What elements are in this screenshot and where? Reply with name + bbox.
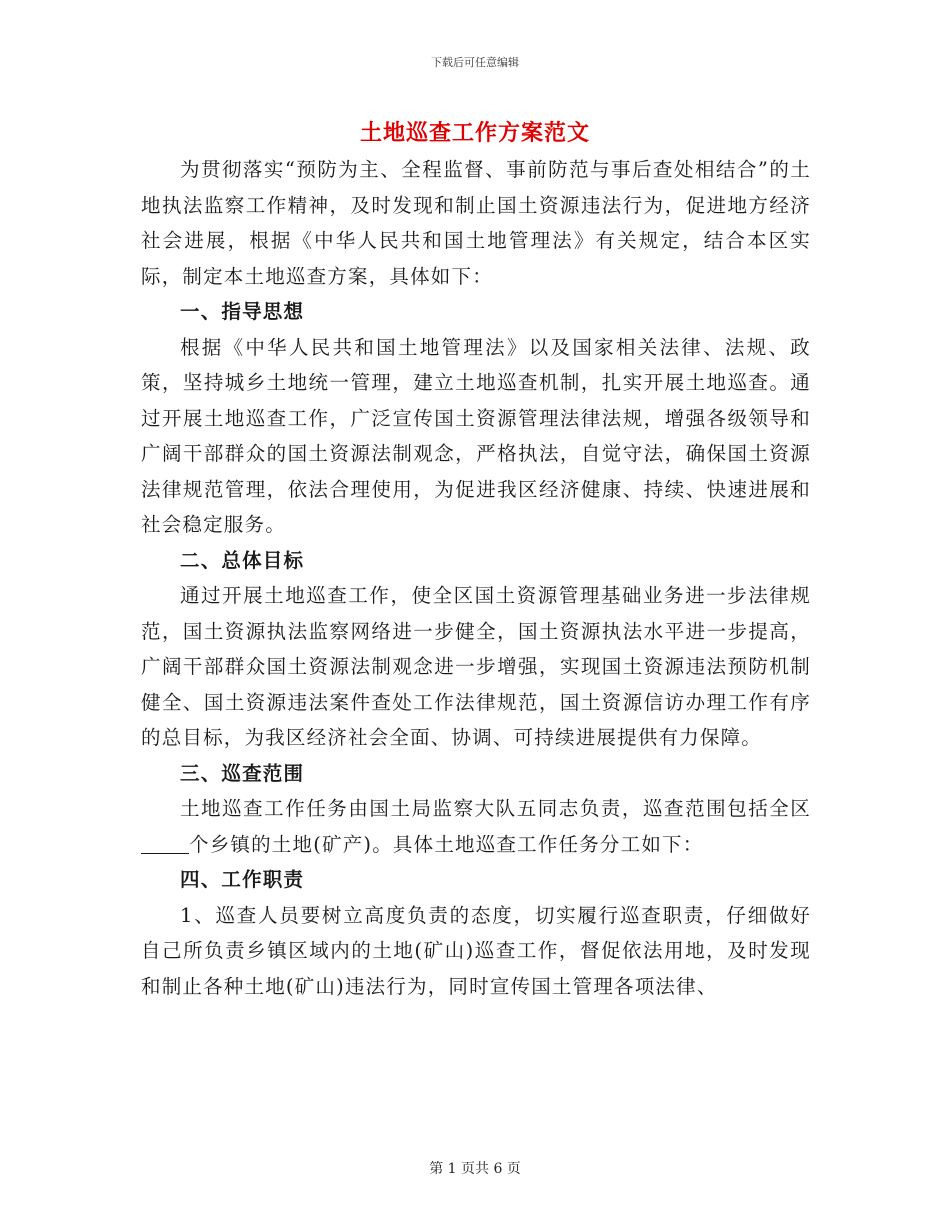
fill-in-blank: [141, 833, 189, 854]
section-paragraph-work-duties-item1: 1、巡查人员要树立高度负责的态度，切实履行巡查职责，仔细做好自己所负责乡镇区域内的土地(矿山)巡查工作，督促依法用地，及时发现和制止各种土地(矿山)违法行为，同时宣传国土管理各项法律、: [141, 903, 811, 998]
section-paragraph-guiding-thought: 根据《中华人民共和国土地管理法》以及国家相关法律、法规、政策，坚持城乡土地统一管理，建立土地巡查机制，扎实开展土地巡查。通过开展土地巡查工作，广泛宣传国土资源管理法律法规，增强各级领导和广阔干部群众的国土资源法制观念，严格执法，自觉守法，确保国土资源法律规范管理，依法合理使用，为促进我区经济健康、持续、快速进展和社会稳定服务。: [141, 335, 811, 536]
document-title: 土地巡查工作方案范文: [359, 120, 590, 146]
section-paragraph-inspection-scope: [141, 791, 811, 862]
section-heading-work-duties: 四、工作职责: [180, 868, 305, 891]
page-number-footer: 第 1 页共 6 页: [429, 1161, 521, 1177]
document-body: [141, 152, 811, 1004]
scope-text-after-blank: 个乡镇的土地(矿产)。具体土地巡查工作任务分工如下：: [189, 832, 704, 856]
page-header-note: 下载后可任意编辑: [431, 56, 519, 69]
intro-paragraph: 为贯彻落实“预防为主、全程监督、事前防范与事后查处相结合”的土地执法监察工作精神，及时发现和制止国土资源违法行为，促进地方经济社会进展，根据《中华人民共和国土地管理法》有关规定，结合本区实际，制定本土地巡查方案，具体如下：: [141, 158, 811, 288]
section-paragraph-overall-goal: 通过开展土地巡查工作，使全区国土资源管理基础业务进一步法律规范，国土资源执法监察网络进一步健全，国土资源执法水平进一步提高，广阔干部群众国土资源法制观念进一步增强，实现国土资源违法预防机制健全、国土资源违法案件查处工作法律规范，国土资源信访办理工作有序的总目标，为我区经济社会全面、协调、可持续进展提供有力保障。: [141, 584, 811, 749]
scope-text-before-blank: 土地巡查工作任务由国土局监察大队五同志负责，巡查范围包括全区: [180, 797, 811, 820]
section-heading-guiding-thought: 一、指导思想: [180, 300, 305, 323]
section-heading-overall-goal: 二、总体目标: [180, 548, 305, 572]
section-heading-inspection-scope: 三、巡查范围: [180, 761, 305, 785]
